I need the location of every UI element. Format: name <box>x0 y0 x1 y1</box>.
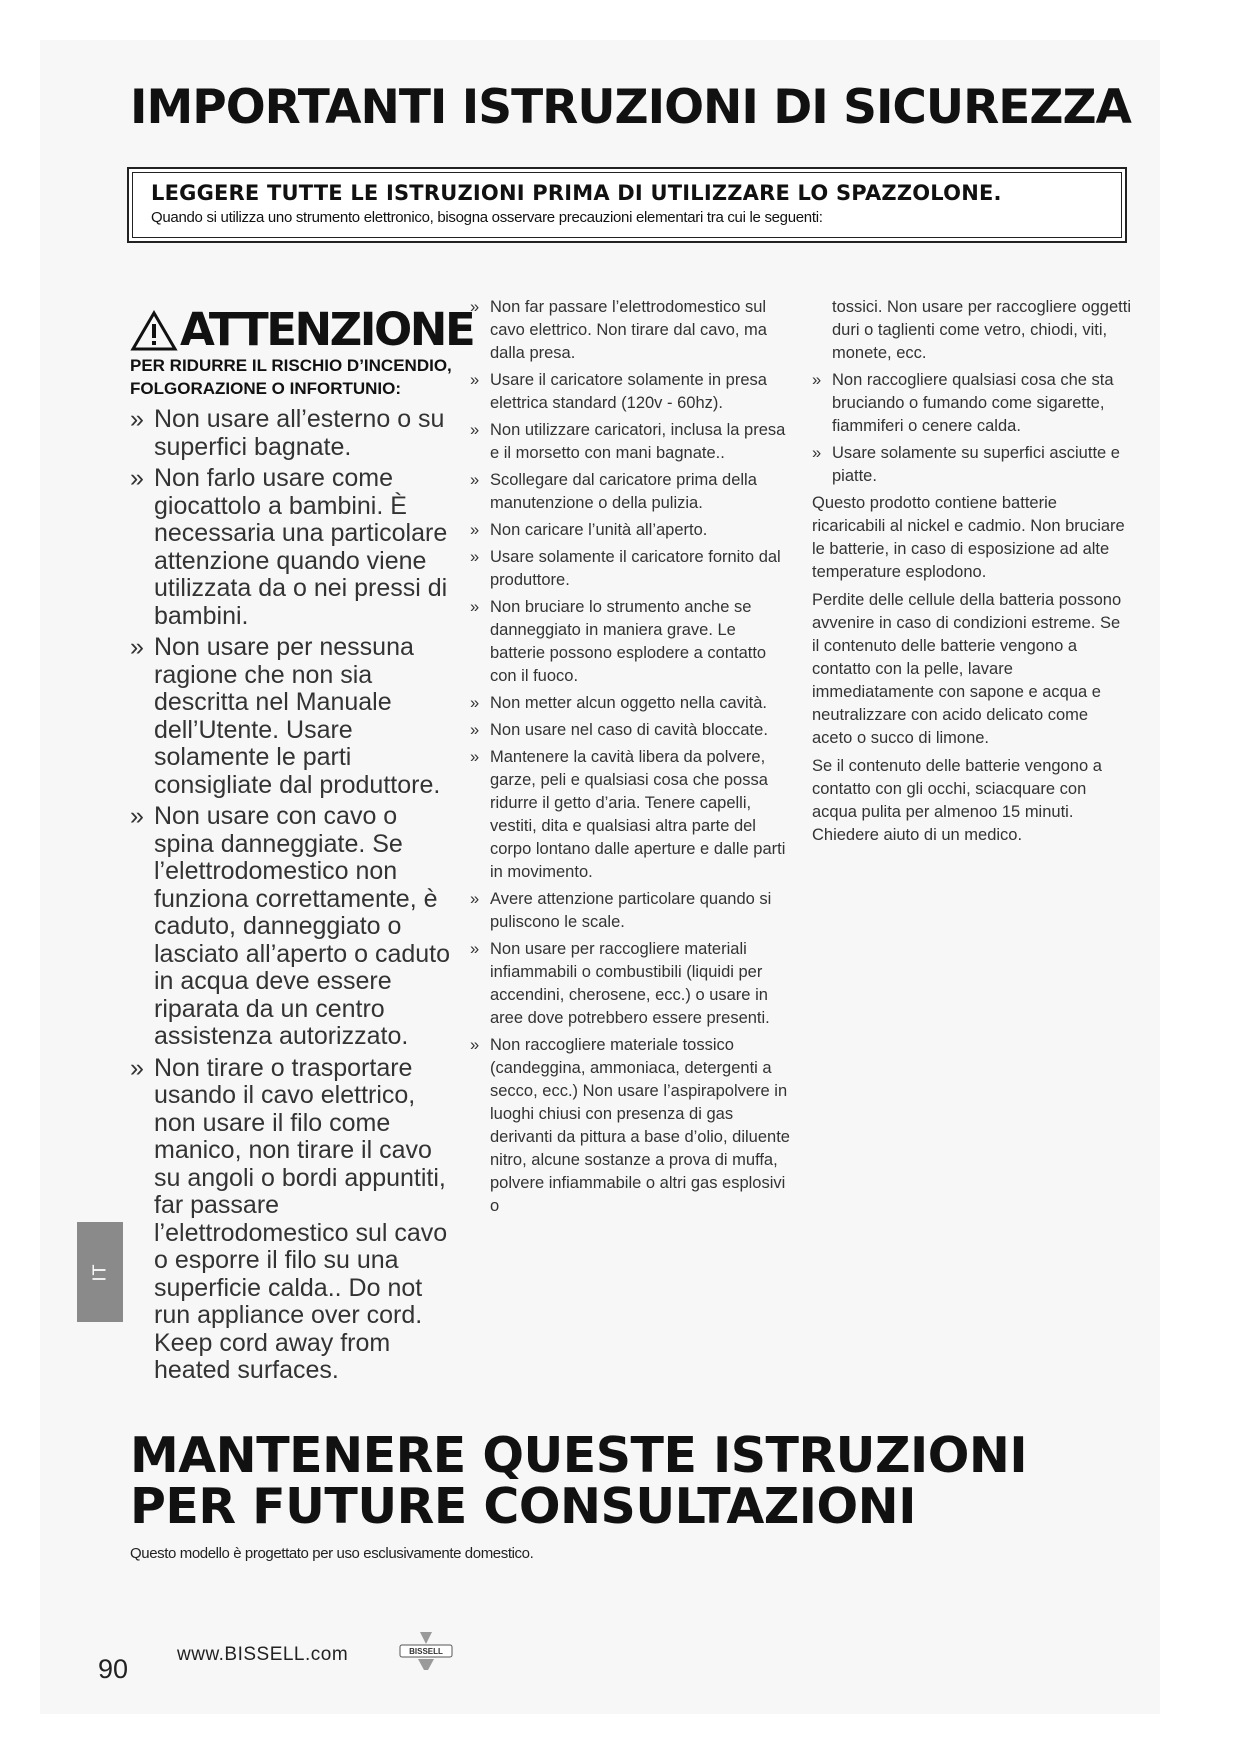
lead-item <box>470 296 790 365</box>
safety-item <box>130 634 460 799</box>
safety-item <box>130 465 460 630</box>
notice-inner <box>132 172 1122 238</box>
safety-item-text: Non bruciare lo strumento anche se danneggiato in maniera grave. Le batterie possono esplodere a contatto con il fuoco. <box>490 598 767 685</box>
safety-item-text: Mantenere la cavità libera da polvere, garze, peli e qualsiasi cosa che possa ridurre il getto d’aria. Tenere capelli, vestiti, dita e qualsiasi altra parte del corpo lontano dalle aperture e dalle parti in movimento. <box>490 748 786 881</box>
safety-item-text: Non raccogliere qualsiasi cosa che sta bruciando o fumando come sigarette, fiammiferi o cenere calda. <box>832 371 1114 435</box>
column-2-list <box>470 369 790 1218</box>
bullet-mark: » <box>130 1053 144 1082</box>
footer-title-line2: PER FUTURE CONSULTAZIONI <box>130 1478 916 1535</box>
page-title: IMPORTANTI ISTRUZIONI DI SICUREZZA <box>130 80 1131 135</box>
notice-heading: LEGGERE TUTTE LE ISTRUZIONI PRIMA DI UTILIZZARE LO SPAZZOLONE. <box>151 181 1002 205</box>
safety-item <box>470 369 790 415</box>
bullet-mark: » <box>130 405 144 433</box>
footer-title-line1: MANTENERE QUESTE ISTRUZIONI <box>130 1427 1028 1484</box>
column-3-list <box>812 369 1132 488</box>
bullet-mark: » <box>130 802 144 830</box>
safety-item <box>812 442 1132 488</box>
notice-box <box>127 167 1127 243</box>
safety-item <box>470 596 790 688</box>
battery-paragraph: Questo prodotto contiene batterie ricaricabili al nickel e cadmio. Non bruciare le batterie, in caso di esposizione ad alte temperature esplodono. <box>812 494 1125 581</box>
safety-item <box>470 719 790 742</box>
bullet-mark: » <box>470 521 480 539</box>
bullet-mark: » <box>130 633 144 661</box>
safety-item <box>470 1034 790 1218</box>
safety-item-text: Non utilizzare caricatori, inclusa la presa e il morsetto con mani bagnate.. <box>490 421 786 462</box>
battery-paragraph: Perdite delle cellule della batteria possono avvenire in caso di condizioni estreme. Se il contenuto delle batterie vengono a contatto con la pelle, lavare immediatamente con sapone e acqua e neutralizzare con acido delicato come aceto o succo di limone. <box>812 591 1122 747</box>
bullet-mark: » <box>470 1036 480 1054</box>
safety-item-text: Usare solamente su superfici asciutte e piatte. <box>832 444 1120 485</box>
safety-item <box>470 888 790 934</box>
bullet-mark: » <box>470 298 480 316</box>
safety-item-text: Non usare per raccogliere materiali infiammabili o combustibili (liquidi per accendini, cherosene, ecc.) o usare in aree dove potrebbero essere presenti. <box>490 940 770 1027</box>
bullet-mark: » <box>812 444 822 462</box>
lead-item-text: Non far passare l’elettrodomestico sul cavo elettrico. Non tirare dal cavo, ma dalla presa. <box>490 298 767 362</box>
page-number: 90 <box>98 1654 129 1684</box>
column-1-list <box>130 406 460 1385</box>
safety-item <box>130 1055 460 1385</box>
column-1 <box>130 290 474 1389</box>
safety-item-text: Non usare per nessuna ragione che non sia descritta nel Manuale dell’Utente. Usare solamente le parti consigliate dal produttore. <box>154 633 441 799</box>
warning-title-text: ATTENZIONE <box>180 303 474 356</box>
continuation-text: tossici. Non usare per raccogliere oggetti duri o taglienti come vetro, chiodi, viti, monete, ecc. <box>832 298 1131 362</box>
bullet-mark: » <box>130 464 144 492</box>
safety-item-text: Scollegare dal caricatore prima della manutenzione o della pulizia. <box>490 471 757 512</box>
safety-item-text: Non raccogliere materiale tossico (candeggina, ammoniaca, detergenti a secco, ecc.) Non usare l’aspirapolvere in luoghi chiusi con presenza di gas derivanti da pittura a base d’olio, diluente nitro, alcune sostanze a prova di muffa, polvere infiammabile o altri gas esplosivi o <box>490 1036 790 1215</box>
safety-item-text: Usare solamente il caricatore fornito dal produttore. <box>490 548 781 589</box>
warning-triangle-icon <box>130 310 178 352</box>
column-3 <box>812 296 1132 852</box>
safety-item-text: Non caricare l’unità all’aperto. <box>490 521 708 539</box>
safety-item <box>130 406 460 461</box>
safety-item-text: Non usare nel caso di cavità bloccate. <box>490 721 768 739</box>
bullet-mark: » <box>470 548 480 566</box>
language-tab <box>77 1222 123 1322</box>
website-link[interactable]: www.BISSELL.com <box>177 1644 349 1665</box>
safety-item-text: Usare il caricatore solamente in presa elettrica standard (120v - 60hz). <box>490 371 767 412</box>
safety-item <box>470 692 790 715</box>
safety-item <box>470 419 790 465</box>
bullet-mark: » <box>470 890 480 908</box>
safety-item <box>470 938 790 1030</box>
bullet-mark: » <box>470 371 480 389</box>
safety-item <box>470 746 790 884</box>
safety-item-text: Non tirare o trasportare usando il cavo elettrico, non usare il filo come manico, non tirare il cavo su angoli o bordi appuntiti, far passare l’elettrodomestico sul cavo o esporre il filo su una superficie calda.. Do not run appliance over cord. Keep cord away from heated surfaces. <box>154 1053 448 1384</box>
safety-item <box>130 803 460 1051</box>
safety-item-text: Non farlo usare come giocattolo a bambini. È necessaria una particolare attenzione quando viene utilizzata da o nei pressi di bambini. <box>154 464 448 630</box>
warning-subtitle: PER RIDURRE IL RISCHIO D’INCENDIO, FOLGORAZIONE O INFORTUNIO: <box>130 356 452 398</box>
footer-title <box>130 1427 1130 1535</box>
column-3-paragraphs <box>812 492 1132 847</box>
safety-item <box>470 546 790 592</box>
bullet-mark: » <box>470 940 480 958</box>
safety-item-text: Non usare all’esterno o su superfici bagnate. <box>154 405 445 461</box>
bullet-mark: » <box>470 471 480 489</box>
safety-item-text: Avere attenzione particolare quando si puliscono le scale. <box>490 890 772 931</box>
column-2 <box>470 296 790 1222</box>
notice-text: Quando si utilizza uno strumento elettronico, bisogna osservare precauzioni elementari tra cui le seguenti: <box>151 209 823 226</box>
bullet-mark: » <box>470 598 480 616</box>
safety-item-text: Non metter alcun oggetto nella cavità. <box>490 694 767 712</box>
safety-item <box>470 519 790 542</box>
warning-title <box>130 290 474 356</box>
bullet-mark: » <box>470 748 480 766</box>
bissell-logo-text: BISSELL <box>409 1647 443 1656</box>
bullet-mark: » <box>470 721 480 739</box>
battery-paragraph: Se il contenuto delle batterie vengono a contatto con gli occhi, sciacquare con acqua pulita per almenoo 15 minuti. Chiedere aiuto di un medico. <box>812 757 1102 844</box>
language-tab-label: IT <box>89 1263 110 1281</box>
safety-item <box>812 369 1132 438</box>
bullet-mark: » <box>470 421 480 439</box>
footer-note: Questo modello è progettato per uso esclusivamente domestico. <box>130 1545 534 1562</box>
bullet-mark: » <box>812 371 822 389</box>
bullet-mark: » <box>470 694 480 712</box>
safety-item <box>470 469 790 515</box>
safety-item-text: Non usare con cavo o spina danneggiate. Se l’elettrodomestico non funziona correttamente, è caduto, danneggiato o lasciato all’aperto o caduto in acqua deve essere riparata da un centro assistenza autorizzato. <box>154 802 451 1050</box>
